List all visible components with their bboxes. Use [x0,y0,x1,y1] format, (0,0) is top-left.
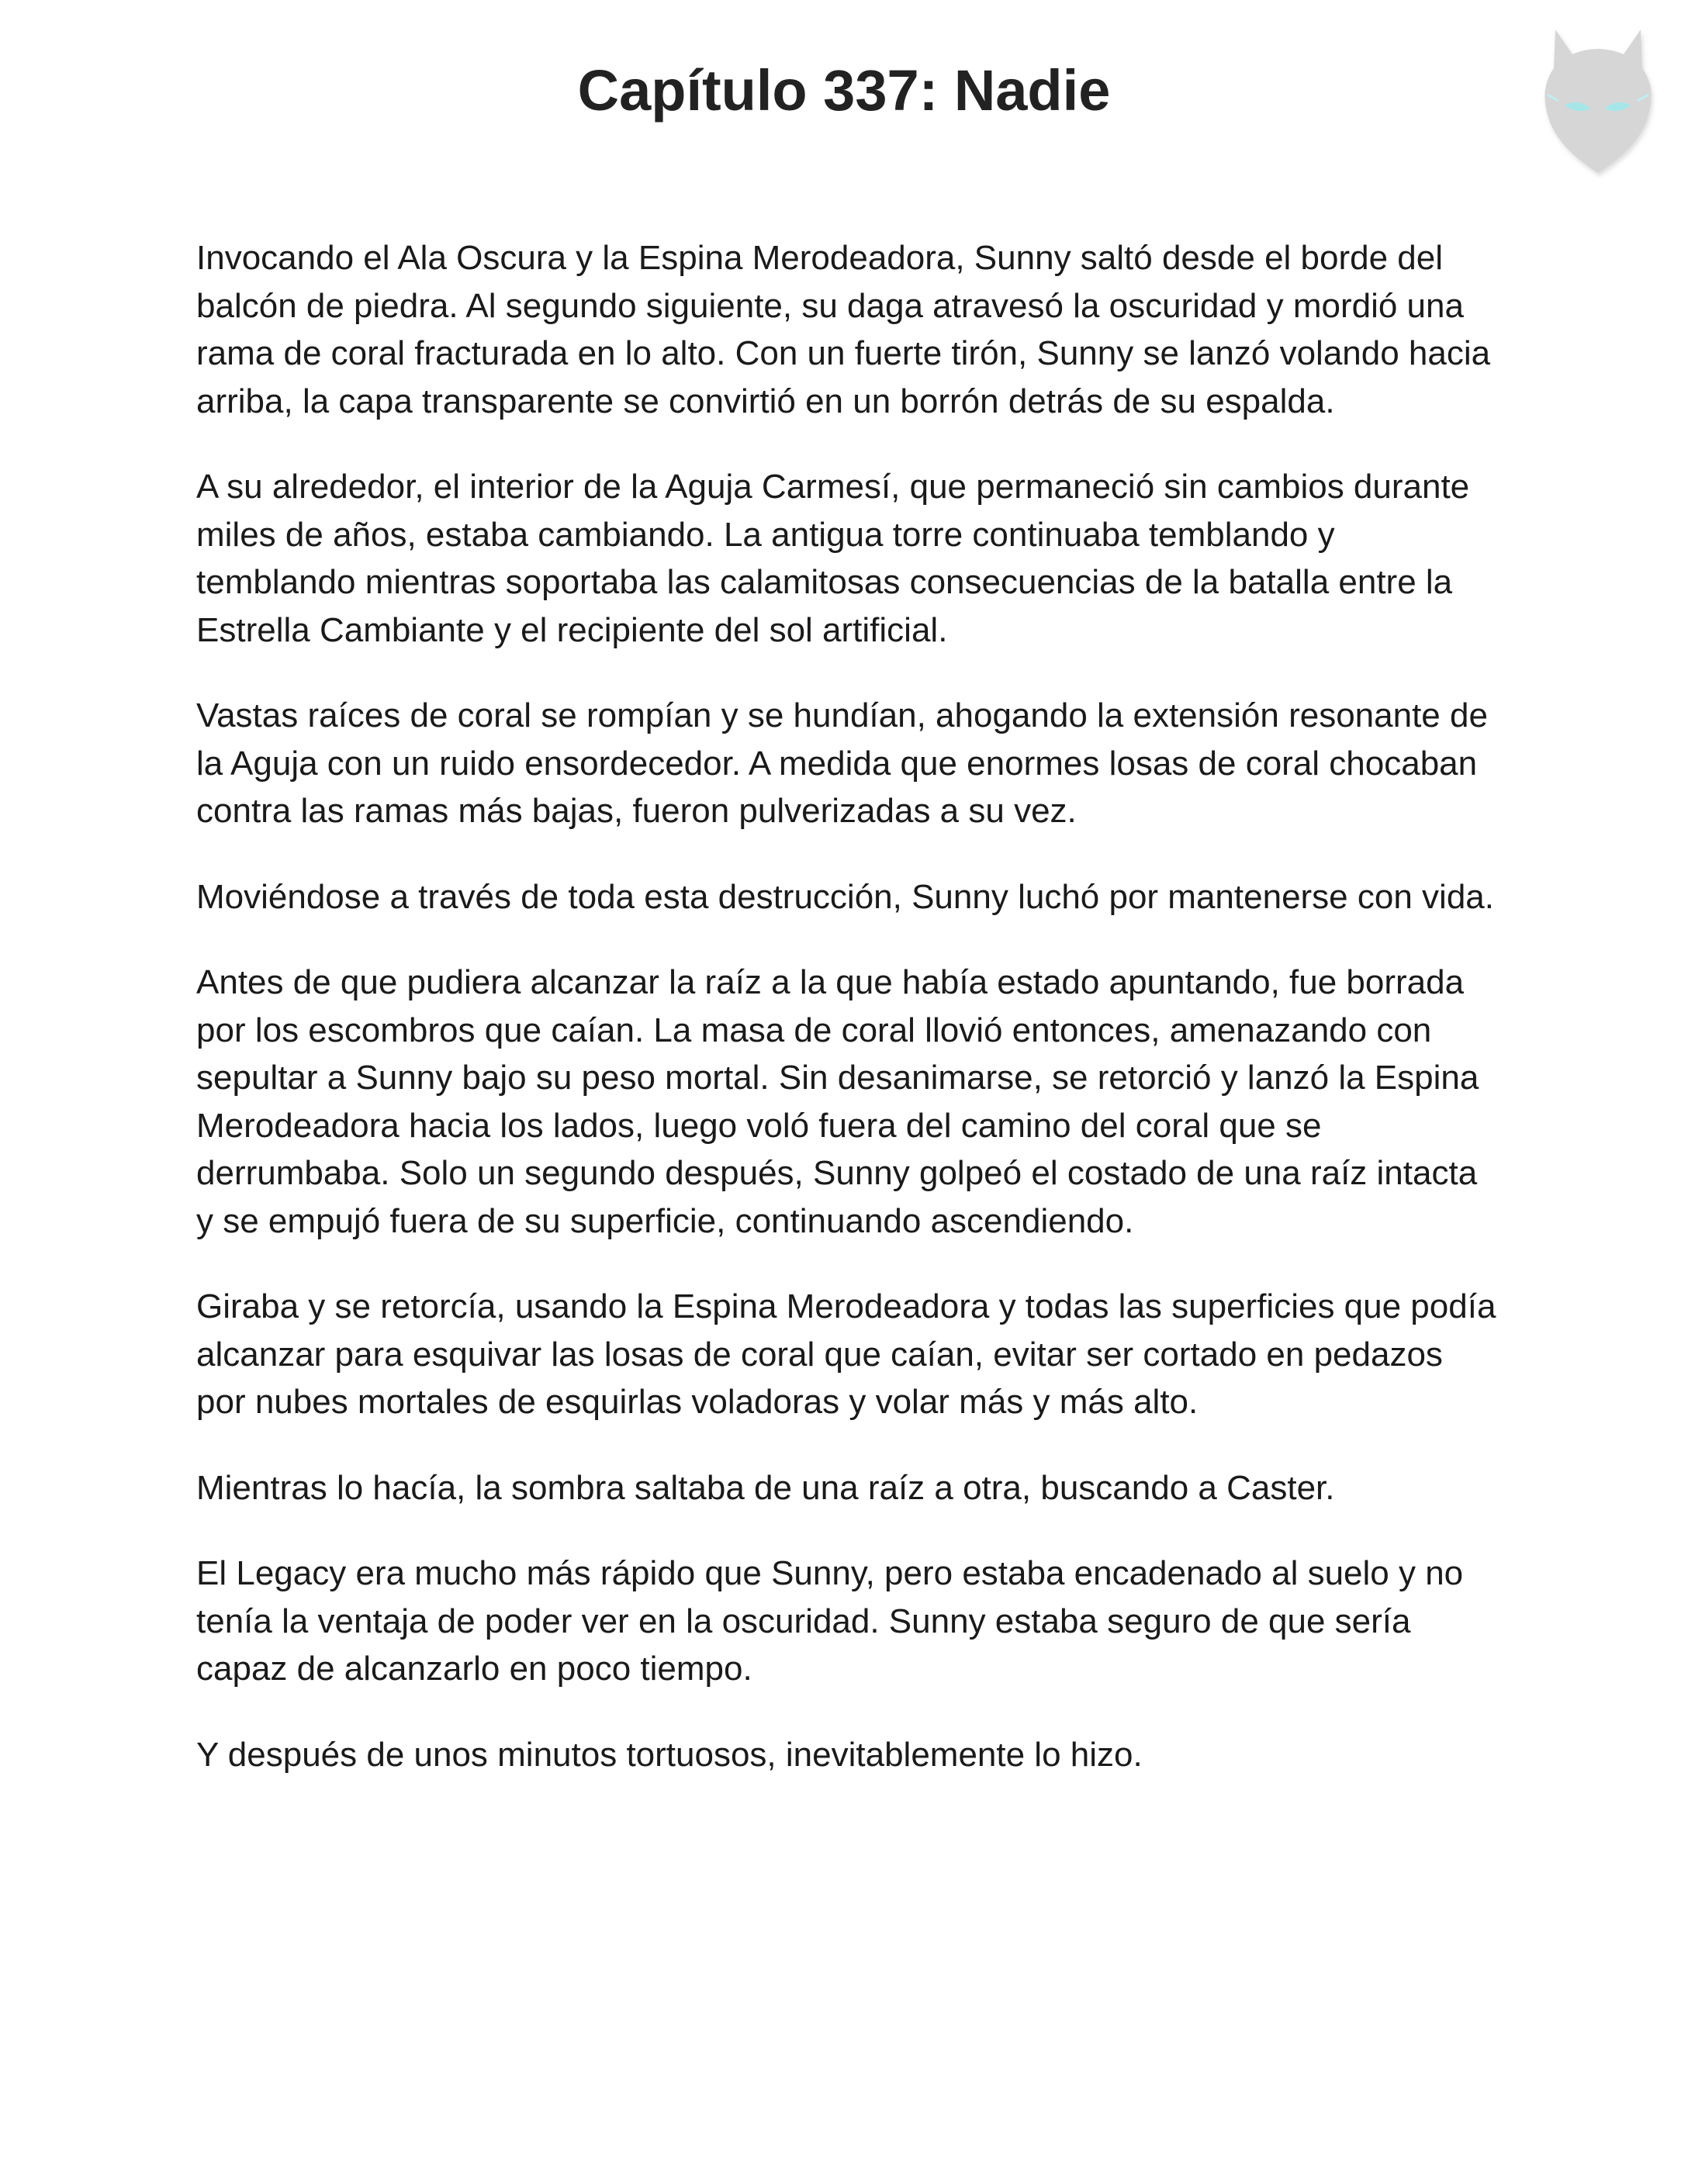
paragraph: Y después de unos minutos tortuosos, inevitablemente lo hizo. [196,1735,1143,1774]
paragraph: Antes de que pudiera alcanzar la raíz a la que había estado apuntando, fue borrada por los escombros que caían. La masa de coral llovió entonces, amenazando con sepultar a Sunny bajo su peso mortal. Sin desanimarse, se retorció y lanzó la Espina Merodeadora hacia los lados, luego voló fuera del camino del coral que se derrumbaba. Solo un segundo después, Sunny golpeó el costado de una raíz intacta y se empujó fuera de su superficie, continuando ascendiendo. [196,963,1479,1240]
chapter-title: Capítulo 337: Nadie [577,58,1111,123]
demon-head-logo-icon [1524,14,1672,185]
paragraph: Mientras lo hacía, la sombra saltaba de una raíz a otra, buscando a Caster. [196,1468,1335,1507]
paragraph: Moviéndose a través de toda esta destrucción, Sunny luchó por mantenerse con vida. [196,877,1494,916]
paragraph: Giraba y se retorcía, usando la Espina Merodeadora y todas las superficies que podía alcanzar para esquivar las losas de coral que caían, evitar ser cortado en pedazos por nubes mortales de esquirlas voladoras y volar más y más alto. [196,1287,1496,1421]
paragraph: A su alrededor, el interior de la Aguja Carmesí, que permaneció sin cambios durante miles de años, estaba cambiando. La antigua torre continuaba temblando y temblando mientras soportaba las calamitosas consecuencias de la batalla entre la Estrella Cambiante y el recipiente del sol artificial. [196,468,1470,649]
paragraph: Invocando el Ala Oscura y la Espina Merodeadora, Sunny saltó desde el borde del balcón de piedra. Al segundo siguiente, su daga atravesó la oscuridad y mordió una rama de coral fracturada en lo alto. Con un fuerte tirón, Sunny se lanzó volando hacia arriba, la capa transparente se convirtió en un borrón detrás de su espalda. [196,239,1491,420]
chapter-body [196,234,1499,1816]
paragraph: El Legacy era mucho más rápido que Sunny, pero estaba encadenado al suelo y no tenía la ventaja de poder ver en la oscuridad. Sunny estaba seguro de que sería capaz de alcanzarlo en poco tiempo. [196,1554,1464,1688]
paragraph: Vastas raíces de coral se rompían y se hundían, ahogando la extensión resonante de la Aguja con un ruido ensordecedor. A medida que enormes losas de coral chocaban contra las ramas más bajas, fueron pulverizadas a su vez. [196,696,1488,830]
